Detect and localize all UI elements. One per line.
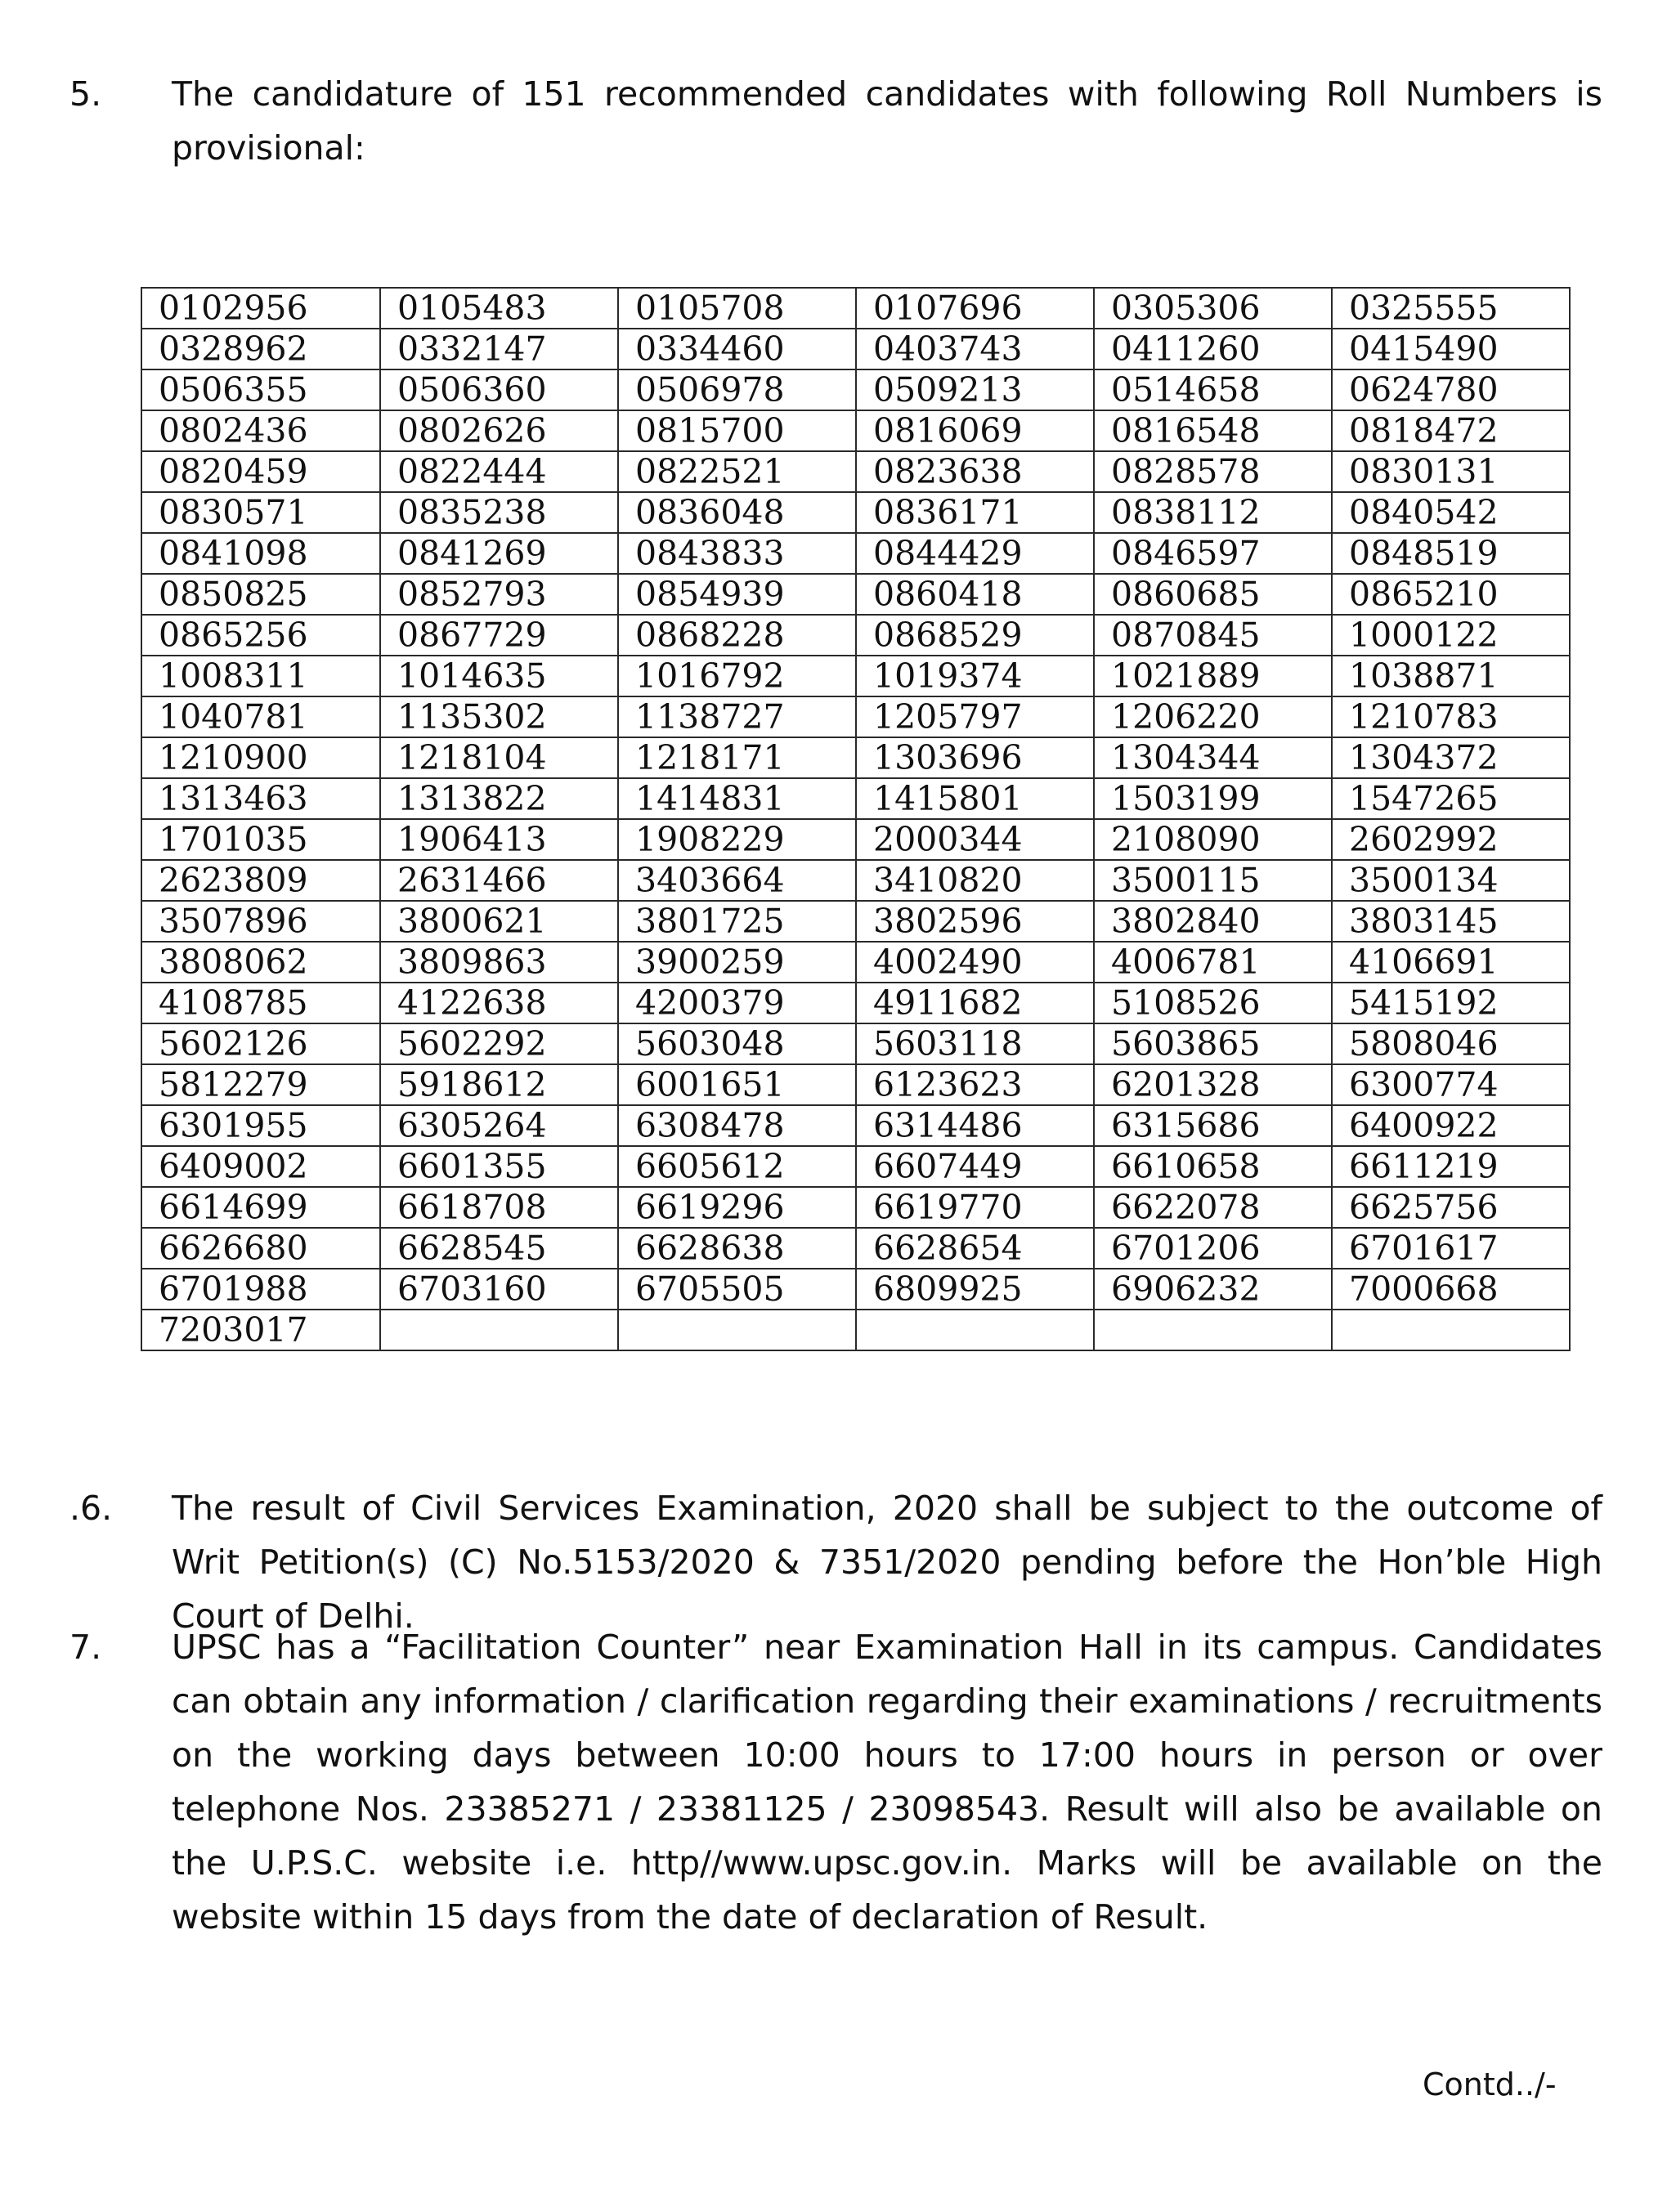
roll-number-cell: 0332147 bbox=[380, 329, 618, 369]
roll-number-cell: 1210900 bbox=[141, 737, 380, 778]
roll-number-cell: 4911682 bbox=[856, 983, 1094, 1023]
table-row bbox=[141, 901, 1570, 942]
roll-number-cell: 0867729 bbox=[380, 615, 618, 656]
roll-number-cell: 3900259 bbox=[618, 942, 856, 983]
roll-number-cell: 1313463 bbox=[141, 778, 380, 819]
roll-number-cell: 6409002 bbox=[141, 1146, 380, 1187]
roll-number-cell: 1547265 bbox=[1332, 778, 1570, 819]
roll-number-cell: 0868228 bbox=[618, 615, 856, 656]
roll-number-cell: 1135302 bbox=[380, 696, 618, 737]
roll-number-cell: 4002490 bbox=[856, 942, 1094, 983]
table-row bbox=[141, 451, 1570, 492]
roll-number-cell: 6628638 bbox=[618, 1228, 856, 1269]
roll-number-cell: 0328962 bbox=[141, 329, 380, 369]
roll-number-cell: 1218171 bbox=[618, 737, 856, 778]
roll-number-cell: 1014635 bbox=[380, 656, 618, 696]
roll-numbers-table bbox=[141, 287, 1571, 1351]
roll-number-cell: 6619770 bbox=[856, 1187, 1094, 1228]
roll-number-cell: 3507896 bbox=[141, 901, 380, 942]
roll-number-cell: 1503199 bbox=[1094, 778, 1332, 819]
roll-number-cell: 5918612 bbox=[380, 1064, 618, 1105]
roll-number-cell: 6607449 bbox=[856, 1146, 1094, 1187]
roll-number-cell: 1206220 bbox=[1094, 696, 1332, 737]
table-row bbox=[141, 1146, 1570, 1187]
roll-number-cell: 0870845 bbox=[1094, 615, 1332, 656]
roll-number-cell: 1908229 bbox=[618, 819, 856, 860]
roll-number-cell: 1701035 bbox=[141, 819, 380, 860]
table-row bbox=[141, 615, 1570, 656]
roll-number-cell: 0802626 bbox=[380, 410, 618, 451]
roll-number-cell: 1218104 bbox=[380, 737, 618, 778]
roll-number-cell: 6622078 bbox=[1094, 1187, 1332, 1228]
roll-number-cell: 6625756 bbox=[1332, 1187, 1570, 1228]
roll-number-cell: 0852793 bbox=[380, 574, 618, 615]
roll-number-cell: 0838112 bbox=[1094, 492, 1332, 533]
roll-number-cell: 6001651 bbox=[618, 1064, 856, 1105]
roll-number-cell: 2623809 bbox=[141, 860, 380, 901]
roll-number-cell: 0818472 bbox=[1332, 410, 1570, 451]
roll-number-cell bbox=[380, 1310, 618, 1350]
roll-number-cell: 6611219 bbox=[1332, 1146, 1570, 1187]
table-row bbox=[141, 533, 1570, 574]
roll-number-cell: 7203017 bbox=[141, 1310, 380, 1350]
roll-number-cell: 6618708 bbox=[380, 1187, 618, 1228]
roll-number-cell: 1414831 bbox=[618, 778, 856, 819]
roll-number-cell: 0820459 bbox=[141, 451, 380, 492]
roll-number-cell: 6601355 bbox=[380, 1146, 618, 1187]
roll-number-cell: 5603865 bbox=[1094, 1023, 1332, 1064]
roll-number-cell: 5808046 bbox=[1332, 1023, 1570, 1064]
roll-number-cell: 0841269 bbox=[380, 533, 618, 574]
roll-number-cell: 0850825 bbox=[141, 574, 380, 615]
table-row bbox=[141, 983, 1570, 1023]
roll-number-cell: 6628545 bbox=[380, 1228, 618, 1269]
roll-number-cell: 6906232 bbox=[1094, 1269, 1332, 1310]
table-row bbox=[141, 778, 1570, 819]
roll-number-cell: 6626680 bbox=[141, 1228, 380, 1269]
table-row bbox=[141, 369, 1570, 410]
roll-number-cell: 0835238 bbox=[380, 492, 618, 533]
roll-number-cell: 1038871 bbox=[1332, 656, 1570, 696]
table-row bbox=[141, 288, 1570, 329]
roll-number-cell: 0848519 bbox=[1332, 533, 1570, 574]
roll-number-cell: 0325555 bbox=[1332, 288, 1570, 329]
roll-number-cell: 6400922 bbox=[1332, 1105, 1570, 1146]
roll-number-cell: 2631466 bbox=[380, 860, 618, 901]
roll-number-cell: 0816548 bbox=[1094, 410, 1332, 451]
table-row bbox=[141, 1228, 1570, 1269]
roll-number-cell: 0415490 bbox=[1332, 329, 1570, 369]
roll-number-cell: 5602126 bbox=[141, 1023, 380, 1064]
roll-number-cell: 0865256 bbox=[141, 615, 380, 656]
roll-number-cell: 6315686 bbox=[1094, 1105, 1332, 1146]
roll-number-cell: 0822521 bbox=[618, 451, 856, 492]
roll-number-cell: 6305264 bbox=[380, 1105, 618, 1146]
roll-number-cell: 2000344 bbox=[856, 819, 1094, 860]
roll-number-cell: 6614699 bbox=[141, 1187, 380, 1228]
table-row bbox=[141, 1187, 1570, 1228]
paragraph-6-number: .6. bbox=[69, 1489, 113, 1528]
roll-number-cell: 0844429 bbox=[856, 533, 1094, 574]
roll-number-cell: 6610658 bbox=[1094, 1146, 1332, 1187]
roll-number-cell: 0836171 bbox=[856, 492, 1094, 533]
roll-number-cell bbox=[618, 1310, 856, 1350]
roll-number-cell: 7000668 bbox=[1332, 1269, 1570, 1310]
roll-number-cell bbox=[856, 1310, 1094, 1350]
roll-number-cell: 1019374 bbox=[856, 656, 1094, 696]
table-row bbox=[141, 1310, 1570, 1350]
paragraph-5-text: The candidature of 151 recommended candidates with following Roll Numbers is provisional: bbox=[172, 74, 1602, 168]
table-row bbox=[141, 1105, 1570, 1146]
table-row bbox=[141, 329, 1570, 369]
roll-number-cell: 3809863 bbox=[380, 942, 618, 983]
roll-number-cell: 6314486 bbox=[856, 1105, 1094, 1146]
roll-number-cell: 5602292 bbox=[380, 1023, 618, 1064]
roll-number-cell: 2108090 bbox=[1094, 819, 1332, 860]
roll-number-cell: 6628654 bbox=[856, 1228, 1094, 1269]
roll-number-cell: 6308478 bbox=[618, 1105, 856, 1146]
roll-number-cell: 0828578 bbox=[1094, 451, 1332, 492]
paragraph-5-number: 5. bbox=[69, 74, 102, 114]
roll-number-cell: 1040781 bbox=[141, 696, 380, 737]
roll-number-cell: 1304344 bbox=[1094, 737, 1332, 778]
roll-number-cell: 6701206 bbox=[1094, 1228, 1332, 1269]
roll-number-cell: 0102956 bbox=[141, 288, 380, 329]
roll-number-cell: 6701988 bbox=[141, 1269, 380, 1310]
roll-number-cell: 3403664 bbox=[618, 860, 856, 901]
roll-number-cell: 0506978 bbox=[618, 369, 856, 410]
roll-number-cell bbox=[1332, 1310, 1570, 1350]
roll-number-cell: 5108526 bbox=[1094, 983, 1332, 1023]
roll-number-cell: 1000122 bbox=[1332, 615, 1570, 656]
roll-number-cell: 6703160 bbox=[380, 1269, 618, 1310]
roll-number-cell: 3410820 bbox=[856, 860, 1094, 901]
roll-number-cell: 3500115 bbox=[1094, 860, 1332, 901]
roll-number-cell: 0403743 bbox=[856, 329, 1094, 369]
roll-number-cell: 0860685 bbox=[1094, 574, 1332, 615]
roll-number-cell: 1303696 bbox=[856, 737, 1094, 778]
roll-number-cell: 4106691 bbox=[1332, 942, 1570, 983]
roll-number-cell: 3500134 bbox=[1332, 860, 1570, 901]
table-row bbox=[141, 1269, 1570, 1310]
table-row bbox=[141, 574, 1570, 615]
table-row bbox=[141, 696, 1570, 737]
roll-numbers-table-body bbox=[141, 288, 1570, 1350]
table-row bbox=[141, 1023, 1570, 1064]
roll-number-cell: 0305306 bbox=[1094, 288, 1332, 329]
roll-number-cell: 4006781 bbox=[1094, 942, 1332, 983]
roll-number-cell: 4200379 bbox=[618, 983, 856, 1023]
roll-number-cell: 6301955 bbox=[141, 1105, 380, 1146]
paragraph-7-number: 7. bbox=[69, 1628, 102, 1667]
roll-number-cell: 0815700 bbox=[618, 410, 856, 451]
roll-number-cell: 0411260 bbox=[1094, 329, 1332, 369]
roll-number-cell: 1313822 bbox=[380, 778, 618, 819]
roll-number-cell: 4108785 bbox=[141, 983, 380, 1023]
roll-number-cell: 6705505 bbox=[618, 1269, 856, 1310]
roll-number-cell: 3802596 bbox=[856, 901, 1094, 942]
roll-number-cell: 0107696 bbox=[856, 288, 1094, 329]
roll-number-cell: 3802840 bbox=[1094, 901, 1332, 942]
roll-number-cell: 6300774 bbox=[1332, 1064, 1570, 1105]
roll-number-cell: 5603048 bbox=[618, 1023, 856, 1064]
roll-number-cell: 6701617 bbox=[1332, 1228, 1570, 1269]
roll-number-cell: 0830131 bbox=[1332, 451, 1570, 492]
roll-number-cell: 1205797 bbox=[856, 696, 1094, 737]
roll-number-cell: 6605612 bbox=[618, 1146, 856, 1187]
roll-number-cell: 0822444 bbox=[380, 451, 618, 492]
table-row bbox=[141, 819, 1570, 860]
roll-number-cell: 0868529 bbox=[856, 615, 1094, 656]
continued-note: Contd../- bbox=[1423, 2066, 1557, 2102]
roll-number-cell: 1304372 bbox=[1332, 737, 1570, 778]
roll-number-cell: 1210783 bbox=[1332, 696, 1570, 737]
table-row bbox=[141, 410, 1570, 451]
roll-number-cell: 3808062 bbox=[141, 942, 380, 983]
roll-number-cell bbox=[1094, 1310, 1332, 1350]
roll-number-cell: 1138727 bbox=[618, 696, 856, 737]
roll-number-cell: 0846597 bbox=[1094, 533, 1332, 574]
table-row bbox=[141, 1064, 1570, 1105]
roll-number-cell: 1906413 bbox=[380, 819, 618, 860]
roll-number-cell: 5415192 bbox=[1332, 983, 1570, 1023]
roll-number-cell: 6201328 bbox=[1094, 1064, 1332, 1105]
roll-number-cell: 1008311 bbox=[141, 656, 380, 696]
roll-number-cell: 0854939 bbox=[618, 574, 856, 615]
roll-number-cell: 5603118 bbox=[856, 1023, 1094, 1064]
roll-number-cell: 0840542 bbox=[1332, 492, 1570, 533]
roll-number-cell: 0830571 bbox=[141, 492, 380, 533]
roll-number-cell: 0843833 bbox=[618, 533, 856, 574]
roll-number-cell: 3803145 bbox=[1332, 901, 1570, 942]
roll-number-cell: 0105483 bbox=[380, 288, 618, 329]
roll-number-cell: 3801725 bbox=[618, 901, 856, 942]
roll-number-cell: 1016792 bbox=[618, 656, 856, 696]
roll-number-cell: 5812279 bbox=[141, 1064, 380, 1105]
roll-number-cell: 3800621 bbox=[380, 901, 618, 942]
roll-number-cell: 0624780 bbox=[1332, 369, 1570, 410]
roll-number-cell: 6123623 bbox=[856, 1064, 1094, 1105]
roll-number-cell: 0506360 bbox=[380, 369, 618, 410]
paragraph-6-text: The result of Civil Services Examination, 2020 shall be subject to the outcome of Writ Petition(s) (C) No.5153/2020 & 7351/2020 pending before the Hon’ble High Court of Delhi. bbox=[172, 1489, 1602, 1636]
table-row bbox=[141, 737, 1570, 778]
roll-number-cell: 1021889 bbox=[1094, 656, 1332, 696]
table-row bbox=[141, 656, 1570, 696]
table-row bbox=[141, 492, 1570, 533]
roll-number-cell: 0836048 bbox=[618, 492, 856, 533]
roll-number-cell: 0816069 bbox=[856, 410, 1094, 451]
roll-number-cell: 4122638 bbox=[380, 983, 618, 1023]
roll-number-cell: 1415801 bbox=[856, 778, 1094, 819]
roll-number-cell: 0823638 bbox=[856, 451, 1094, 492]
roll-number-cell: 0802436 bbox=[141, 410, 380, 451]
roll-number-cell: 0865210 bbox=[1332, 574, 1570, 615]
roll-number-cell: 6809925 bbox=[856, 1269, 1094, 1310]
roll-number-cell: 0334460 bbox=[618, 329, 856, 369]
roll-number-cell: 6619296 bbox=[618, 1187, 856, 1228]
roll-number-cell: 0509213 bbox=[856, 369, 1094, 410]
table-row bbox=[141, 860, 1570, 901]
roll-number-cell: 0506355 bbox=[141, 369, 380, 410]
paragraph-7-text: UPSC has a “Facilitation Counter” near Examination Hall in its campus. Candidates can obtain any information / clarification regarding their examinations / recruitments on the working days between 10:00 hours to 17:00 hours in person or over telephone Nos. 23385271 / 23381125 / 23098543. Result will also be available on the U.P.S.C. website i.e. http//www.upsc.gov.in. Marks will be available on the website within 15 days from the date of declaration of Result. bbox=[172, 1628, 1602, 1937]
roll-number-cell: 0514658 bbox=[1094, 369, 1332, 410]
roll-number-cell: 0105708 bbox=[618, 288, 856, 329]
table-row bbox=[141, 942, 1570, 983]
roll-number-cell: 0841098 bbox=[141, 533, 380, 574]
roll-number-cell: 2602992 bbox=[1332, 819, 1570, 860]
roll-number-cell: 0860418 bbox=[856, 574, 1094, 615]
